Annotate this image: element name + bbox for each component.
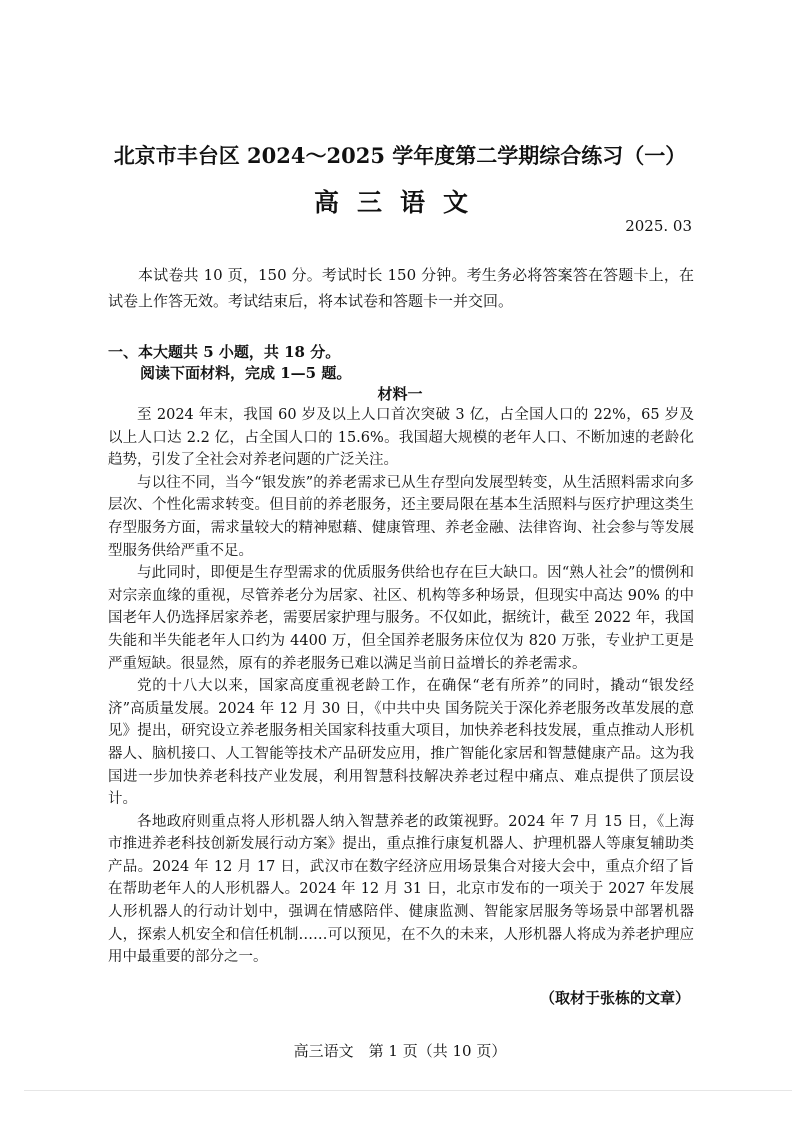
material-paragraph-1: 至 2024 年末，我国 60 岁及以上人口首次突破 3 亿，占全国人口的 22%，65 岁及以上人口达 2.2 亿，占全国人口的 15.6%。我国超大规模的老年人口、不断加速的老龄化趋势，引发了全社会对养老问题的广泛关注。 bbox=[108, 407, 694, 469]
material-title: 材料一 bbox=[377, 385, 423, 403]
material-source: （取材于张栋的文章） bbox=[539, 989, 690, 1007]
section-heading: 一、本大题共 5 小题，共 18 分。 bbox=[108, 343, 341, 361]
exam-title: 北京市丰台区 2024～2025 学年度第二学期综合练习（一） bbox=[113, 143, 687, 168]
material-paragraph-5: 各地政府则重点将人形机器人纳入智慧养老的政策视野。2024 年 7 月 15 日，《上海市推进养老科技创新发展行动方案》提出，重点推行康复机器人、护理机器人等康复辅助类产品。2024 年 12 月 17 日，武汉市在数字经济应用场景集合对接大会中，重点介绍了旨在帮助老年人的人形机器人。2024 年 12 月 31 日，北京市发布的一项关于 2027 年发展人形机器人的行动计划中，强调在情感陪伴、健康监测、智能家居服务等场景中部署机器人，探索人机安全和信任机制……可以预见，在不久的未来，人形机器人将成为养老护理应用中最重要的部分之一。 bbox=[108, 813, 694, 966]
material-paragraph-3: 与此同时，即便是生存型需求的优质服务供给也存在巨大缺口。因“熟人社会”的惯例和对宗亲血缘的重视，尽管养老分为居家、社区、机构等多种场景，但现实中高达 90% 的中国老年人仍选择居家养老，需要居家护理与服务。不仅如此，据统计，截至 2022 年，我国失能和半失能老年人口约为 4400 万，但全国养老服务床位仅为 820 万张，专业护工更是严重短缺。很显然，原有的养老服务已难以满足当前日益增长的养老需求。 bbox=[108, 565, 694, 672]
exam-date: 2025. 03 bbox=[625, 217, 692, 235]
exam-notice: 本试卷共 10 页，150 分。考试时长 150 分钟。考生务必将答案答在答题卡上，在试卷上作答无效。考试结束后，将本试卷和答题卡一并交回。 bbox=[108, 266, 694, 310]
section-instruction: 阅读下面材料，完成 1—5 题。 bbox=[140, 364, 352, 382]
subject-title: 高三语文 bbox=[313, 188, 486, 217]
scan-edge-divider bbox=[24, 1090, 792, 1091]
material-paragraph-4: 党的十八大以来，国家高度重视老龄工作，在确保“老有所养”的同时，撬动“银发经济”高质量发展。2024 年 12 月 30 日，《中共中央 国务院关于深化养老服务改革发展的意见》提出，研究设立养老服务相关国家科技重大项目，加快养老科技发展，重点推动人形机器人、脑机接口、人工智能等技术产品研发应用，推广智能化家居和智慧健康产品。这为我国进一步加快养老科技产业发展，利用智慧科技解决养老过程中痛点、难点提供了顶层设计。 bbox=[108, 678, 694, 808]
material-body bbox=[108, 404, 694, 969]
material-paragraph-2: 与以往不同，当今“银发族”的养老需求已从生存型向发展型转变，从生活照料需求向多层次、个性化需求转变。但目前的养老服务，还主要局限在基本生活照料与医疗护理这类生存型服务方面，需求量较大的精神慰藉、健康管理、养老金融、法律咨询、社会参与等发展型服务供给严重不足。 bbox=[108, 474, 694, 559]
page-footer: 高三语文 第 1 页（共 10 页） bbox=[293, 1042, 507, 1060]
